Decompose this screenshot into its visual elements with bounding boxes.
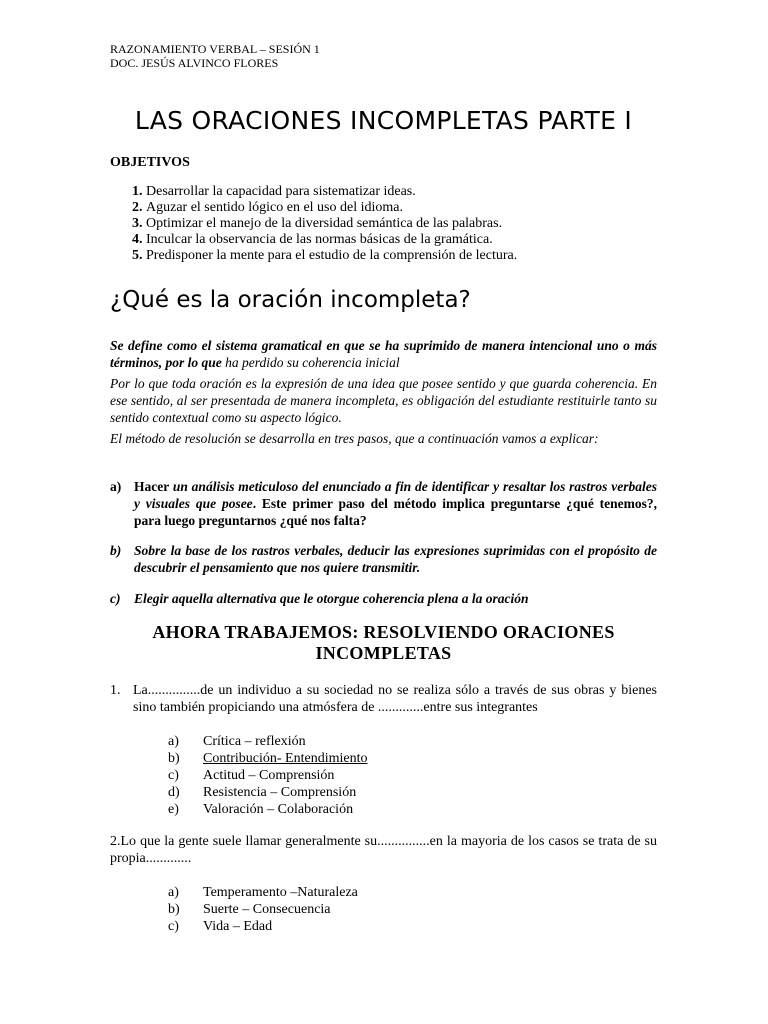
option-item	[168, 784, 367, 801]
option-item	[168, 767, 367, 784]
option-letter: d)	[168, 785, 180, 800]
step-a-tail: . Este primer paso del método implica preguntarse ¿qué tenemos?, para luego preguntarnos ¿qué nos falta?	[134, 496, 657, 528]
objective-text: Aguzar el sentido lógico en el uso del idioma.	[146, 200, 403, 215]
step-a	[110, 478, 657, 529]
step-text	[134, 478, 657, 529]
definition-bold-text: Se define como el sistema gramatical en que se ha suprimido de manera intencional uno o más términos, por lo que	[110, 338, 657, 370]
objective-item	[132, 232, 517, 248]
header-course: RAZONAMIENTO VERBAL – SESIÓN 1	[110, 42, 320, 56]
step-a-lead: Hacer	[134, 479, 173, 494]
document-header	[110, 42, 320, 70]
step-letter: b)	[110, 543, 122, 558]
option-letter: c)	[168, 919, 179, 934]
exercises-title	[110, 622, 657, 664]
step-c	[110, 590, 657, 607]
objective-text: Predisponer la mente para el estudio de la comprensión de lectura.	[146, 248, 518, 263]
option-item	[168, 733, 367, 750]
objective-number: 1.	[132, 184, 143, 199]
option-text: Valoración – Colaboración	[203, 802, 354, 817]
objective-item	[132, 184, 517, 200]
objectives-heading: OBJETIVOS	[110, 155, 190, 170]
option-text: Suerte – Consecuencia	[203, 902, 331, 917]
objectives-list	[132, 184, 517, 264]
objective-item	[132, 248, 517, 264]
definition-paragraph	[110, 337, 657, 371]
objective-text: Desarrollar la capacidad para sistematizar ideas.	[146, 184, 416, 199]
objective-item	[132, 200, 517, 216]
question-1-options	[168, 733, 367, 818]
objective-number: 2.	[132, 200, 143, 215]
option-item	[168, 801, 367, 818]
step-text: Sobre la base de los rastros verbales, deducir las expresiones suprimidas con el propósito de descubrir el pensamiento que nos quiere transmitir.	[134, 543, 657, 575]
option-item	[168, 884, 358, 901]
header-teacher: DOC. JESÚS ALVINCO FLORES	[110, 56, 279, 70]
question-2: 2.Lo que la gente suele llamar generalmente su...............en la mayoria de los casos se trata de su propia.............	[110, 834, 657, 866]
objective-number: 5.	[132, 248, 143, 263]
coherence-paragraph: Por lo que toda oración es la expresión de una idea que posee sentido y que guarda coherencia. En ese sentido, al ser presentada de manera incompleta, es obligación del estudiante restituirle tanto su sentido contextual como su aspecto lógico.	[110, 376, 657, 425]
exercises-title-line: AHORA TRABAJEMOS: RESOLVIENDO ORACIONES	[152, 622, 615, 642]
option-text: Vida – Edad	[203, 919, 273, 934]
option-letter: b)	[168, 751, 180, 766]
exercises-title-line: INCOMPLETAS	[315, 643, 452, 663]
definition-rest-text: ha perdido su coherencia inicial	[221, 355, 400, 370]
definition-title: ¿Qué es la oración incompleta?	[110, 287, 471, 313]
option-letter: b)	[168, 902, 180, 917]
objective-text: Inculcar la observancia de las normas básicas de la gramática.	[146, 232, 493, 247]
option-text: Actitud – Comprensión	[203, 768, 335, 783]
method-paragraph: El método de resolución se desarrolla en tres pasos, que a continuación vamos a explicar:	[110, 431, 599, 446]
option-text: Contribución- Entendimiento	[203, 751, 368, 766]
option-text: Temperamento –Naturaleza	[203, 885, 358, 900]
question-number: 1.	[110, 683, 121, 698]
question-text: La...............de un individuo a su sociedad no se realiza sólo a través de sus obras y bienes sino también propiciando una atmósfera de .............entre sus integrantes	[133, 683, 657, 715]
objective-number: 3.	[132, 216, 143, 231]
step-letter: a)	[110, 479, 122, 494]
question-1	[110, 682, 657, 716]
objective-item	[132, 216, 517, 232]
step-text: Elegir aquella alternativa que le otorgue coherencia plena a la oración	[134, 591, 529, 606]
objective-text: Optimizar el manejo de la diversidad semántica de las palabras.	[146, 216, 503, 231]
option-letter: a)	[168, 885, 179, 900]
option-item	[168, 750, 367, 767]
step-letter: c)	[110, 591, 121, 606]
question-2-options	[168, 884, 358, 935]
option-letter: a)	[168, 734, 179, 749]
page-title: LAS ORACIONES INCOMPLETAS PARTE I	[134, 106, 633, 135]
option-item	[168, 901, 358, 918]
objective-number: 4.	[132, 232, 143, 247]
step-a-italic: un análisis meticuloso del enunciado a fin de identificar y resaltar los rastros verbales y visuales que posee	[134, 479, 657, 511]
option-letter: c)	[168, 768, 179, 783]
step-b	[110, 542, 657, 576]
option-letter: e)	[168, 802, 179, 817]
option-text: Resistencia – Comprensión	[203, 785, 357, 800]
option-text: Crítica – reflexión	[203, 734, 306, 749]
option-item	[168, 918, 358, 935]
